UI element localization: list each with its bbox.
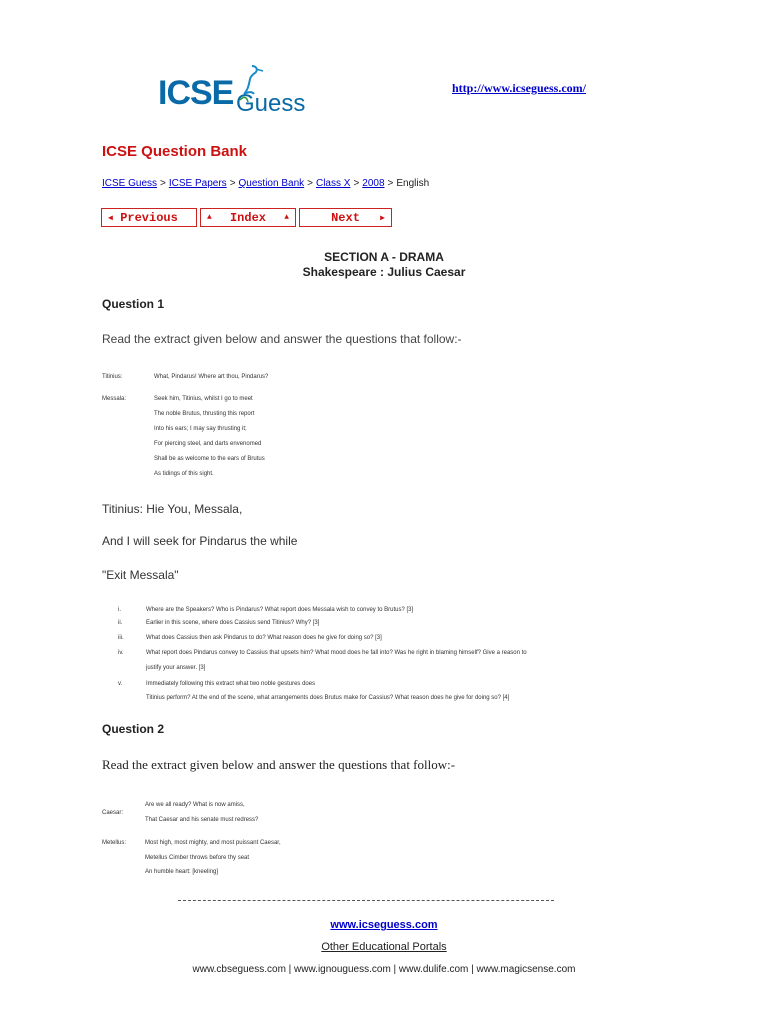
subquestion-text: Earlier in this scene, where does Cassius send Titinius? Why? [3] — [146, 620, 320, 626]
extract-line: Are we all ready? What is now amiss, — [145, 802, 245, 808]
breadcrumb-separator: > — [229, 178, 236, 189]
up-arrow-icon: ▲ — [284, 213, 289, 222]
speaker-label: Titinius: — [102, 374, 123, 380]
page-title: ICSE Question Bank — [102, 143, 248, 160]
section-subheading: Shakespeare : Julius Caesar — [302, 265, 466, 279]
subquestion-text: What does Cassius then ask Pindarus to do? What reason does he give for doing so? [3] — [146, 635, 382, 641]
breadcrumb-item[interactable]: Class X — [315, 178, 351, 189]
other-portals-link[interactable]: Other Educational Portals — [321, 941, 447, 953]
footer-portal-links[interactable]: www.cbseguess.com | www.ignouguess.com | www.dulife.com | www.magicsense.com — [192, 964, 576, 975]
subquestion-number: ii. — [118, 620, 123, 626]
next-label: Next — [331, 210, 360, 225]
prose-line: And I will seek for Pindarus the while — [102, 534, 298, 548]
footer-site-link[interactable]: www.icseguess.com — [330, 919, 438, 931]
extract-line: As tidings of this sight. — [154, 471, 214, 477]
extract-line: Most high, most mighty, and most puissant Caesar, — [145, 840, 281, 846]
subquestion-text: Immediately following this extract what two noble gestures does — [146, 681, 316, 687]
question-2-title: Question 2 — [102, 722, 165, 736]
index-button[interactable] — [200, 208, 296, 227]
question-2-instruction: Read the extract given below and answer the questions that follow:- — [102, 757, 456, 772]
breadcrumb — [102, 178, 429, 189]
breadcrumb-separator: > — [160, 178, 166, 189]
section-heading: SECTION A - DRAMA — [324, 250, 444, 264]
subquestion-text-continued: Titinius perform? At the end of the scene, what arrangements does Brutus make for Cassius? What reason does he give for doing so? [4] — [146, 695, 510, 701]
question-1-title: Question 1 — [102, 297, 165, 311]
subquestion-text: Where are the Speakers? Who is Pindarus? What report does Messala wish to convey to Brutus? [3] — [146, 607, 414, 613]
site-url-link[interactable]: http://www.icseguess.com/ — [452, 81, 586, 95]
previous-button[interactable] — [101, 208, 197, 227]
extract-line: Metellus Cimber throws before thy seat — [145, 855, 250, 861]
speaker-label: Caesar: — [102, 810, 124, 816]
extract-line: An humble heart: [kneeling] — [145, 869, 219, 875]
right-arrow-icon: ▶ — [380, 214, 385, 223]
subquestion-number: i. — [118, 607, 121, 613]
subquestion-number: iii. — [118, 635, 124, 641]
extract-line: The noble Brutus, thrusting this report — [154, 411, 255, 417]
subquestion-number: iv. — [118, 650, 124, 656]
extract-line: Into his ears; I may say thrusting it; — [154, 426, 247, 432]
breadcrumb-separator: > — [353, 178, 360, 189]
next-button[interactable] — [299, 208, 392, 227]
logo-subtext: Guess — [236, 90, 306, 117]
breadcrumb-item[interactable]: Question Bank — [238, 178, 305, 189]
subquestion-number: v. — [118, 681, 123, 687]
breadcrumb-item[interactable]: ICSE Guess — [102, 178, 158, 189]
breadcrumb-current: English — [396, 178, 430, 189]
subquestion-text: What report does Pindarus convey to Cassius that upsets him? What mood does he fall into? Was he right in blaming himself? Give a reason to — [146, 650, 527, 656]
prose-line: Titinius: Hie You, Messala, — [102, 502, 243, 516]
logo-text: ICSE — [158, 74, 234, 112]
extract-line: Seek him, Titinius, whilst I go to meet — [154, 396, 253, 402]
footer-other-wrap — [0, 941, 768, 953]
extract-line: That Caesar and his senate must redress? — [145, 817, 259, 823]
speaker-label: Metellus: — [102, 840, 127, 846]
up-arrow-icon: ▲ — [207, 213, 212, 222]
index-label: Index — [229, 210, 266, 225]
breadcrumb-item[interactable]: ICSE Papers — [168, 178, 227, 189]
left-arrow-icon: ◀ — [108, 214, 113, 223]
breadcrumb-separator: > — [387, 178, 394, 189]
breadcrumb-item[interactable]: 2008 — [362, 178, 385, 189]
previous-label: Previous — [120, 210, 178, 225]
speaker-label: Messala: — [102, 396, 127, 402]
footer-divider — [178, 900, 554, 901]
question-1-instruction: Read the extract given below and answer the questions that follow:- — [102, 332, 462, 346]
extract-line: Shall be as welcome to the ears of Brutus — [154, 456, 265, 462]
prose-line: "Exit Messala" — [102, 568, 179, 582]
footer-site-link-wrap — [0, 919, 768, 931]
extract-line: What, Pindarus! Where art thou, Pindarus? — [154, 374, 269, 380]
extract-line: For piercing steel, and darts envenomed — [154, 441, 262, 447]
subquestion-text-continued: justify your answer. [3] — [146, 665, 206, 671]
breadcrumb-separator: > — [307, 178, 313, 189]
